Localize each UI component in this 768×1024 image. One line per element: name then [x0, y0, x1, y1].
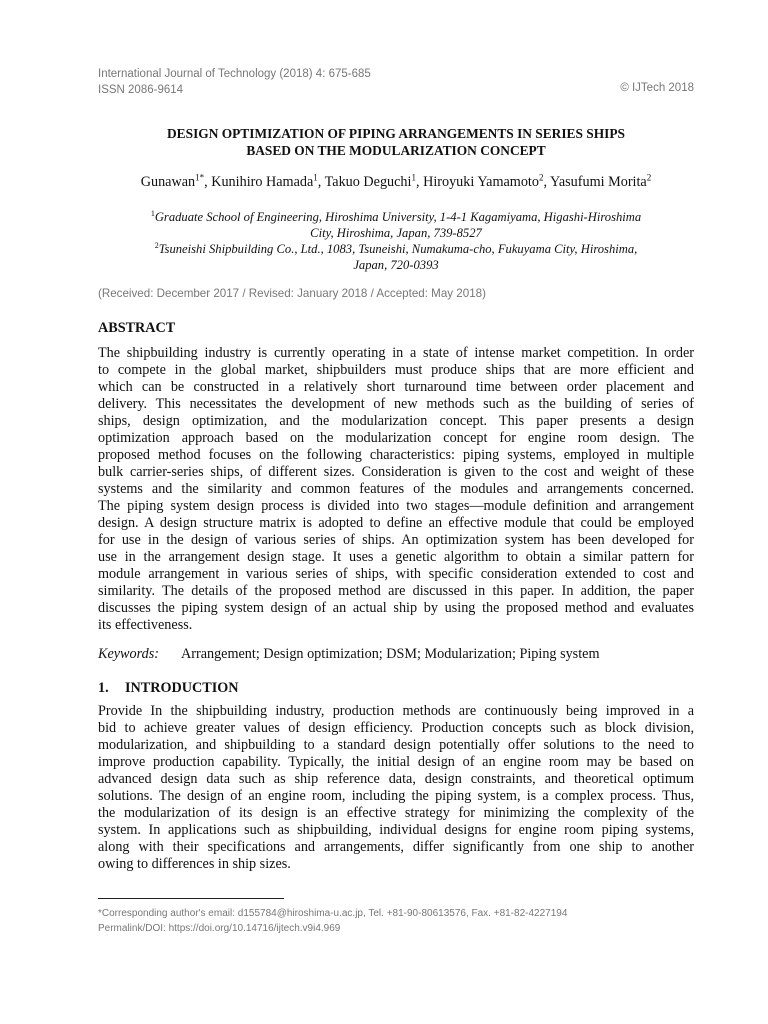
section-number: 1. — [98, 680, 109, 696]
text-line: which can be constructed in a relatively short turnaround time between order placement and — [98, 379, 694, 395]
text-line: system. In applications such as shipbuilding, individual designs for engine room piping systems, — [98, 822, 694, 838]
text-line: similarity. The details of the proposed method are discussed in this paper. In addition, the paper — [98, 583, 694, 599]
text-line: Provide In the shipbuilding industry, production methods are continuously being improved in a — [98, 703, 694, 719]
affiliation-mark: 2 — [154, 240, 159, 250]
affiliation-2-cont: Japan, 720-0393 — [353, 258, 439, 272]
abstract-heading: ABSTRACT — [98, 320, 176, 336]
text-line: delivery. This necessitates the development of new methods such as the building of series of — [98, 396, 694, 412]
footnote-divider — [98, 898, 284, 899]
issn: ISSN 2086-9614 — [98, 84, 184, 96]
author-name: Takuo Deguchi — [324, 174, 412, 190]
author-affiliation-mark: 1 — [411, 172, 416, 183]
introduction-heading — [98, 680, 239, 697]
affiliation-text: Graduate School of Engineering, Hiroshima University, 1-4-1 Kagamiyama, Higashi-Hiroshima — [154, 210, 642, 224]
author-name: Kunihiro Hamada — [211, 174, 314, 190]
text-line: design. A design structure matrix is adopted to define an effective module that could be employed — [98, 515, 694, 531]
keywords — [98, 646, 599, 663]
author-affiliation-mark: 1* — [195, 172, 205, 183]
title-line-2: BASED ON THE MODULARIZATION CONCEPT — [246, 143, 546, 158]
author-separator: , — [204, 174, 212, 190]
text-line: owing to differences in ship sizes. — [98, 856, 291, 872]
copyright: © IJTech 2018 — [620, 82, 694, 94]
keywords-text: Arrangement; Design optimization; DSM; Modularization; Piping system — [181, 646, 600, 662]
author-affiliation-mark: 2 — [646, 172, 652, 183]
section-title: INTRODUCTION — [125, 680, 239, 696]
text-line: advanced design data such as ship reference data, design constraints, and theoretical optimum — [98, 771, 694, 787]
text-line: the modularization of its design is an effective strategy for minimizing the complexity of the — [98, 805, 694, 821]
text-line: its effectiveness. — [98, 617, 193, 633]
text-line: proposed method focuses on the following characteristics: piping systems, employed in multiple — [98, 447, 694, 463]
text-line: optimization approach based on the modularization concept for engine room design. The — [98, 430, 694, 446]
text-line: The shipbuilding industry is currently operating in a state of intense market competition. In order — [98, 345, 694, 361]
journal-header — [98, 66, 371, 98]
title-line-1: DESIGN OPTIMIZATION OF PIPING ARRANGEMENTS IN SERIES SHIPS — [167, 126, 625, 141]
footnote — [98, 906, 567, 936]
author-affiliation-mark: 1 — [313, 172, 318, 183]
author-separator: , — [415, 174, 424, 190]
author-list — [98, 174, 694, 191]
author-name: Hiroyuki Yamamoto — [423, 174, 539, 190]
received-dates: (Received: December 2017 / Revised: January 2018 / Accepted: May 2018) — [98, 287, 486, 300]
affiliation-2 — [98, 241, 694, 257]
affiliation-mark: 1 — [150, 208, 155, 218]
text-line: discusses the piping system design of an actual ship by using the proposed method and evaluates — [98, 600, 694, 616]
text-line: use in the arrangement design stage. It uses a genetic algorithm to obtain a similar pattern for — [98, 549, 694, 565]
author-name: Gunawan — [140, 174, 196, 190]
text-line: along with their specifications and arrangements, differ significantly from one ship to another — [98, 839, 694, 855]
affiliation-text: Tsuneishi Shipbuilding Co., Ltd., 1083, Tsuneishi, Numakuma-cho, Fukuyama City, Hiroshima, — [158, 242, 638, 256]
doi-permalink: Permalink/DOI: https://doi.org/10.14716/ijtech.v9i4.969 — [98, 923, 341, 934]
text-line: improve production capability. Typically, the initial design of an engine room may be based on — [98, 754, 694, 770]
introduction-body — [98, 703, 694, 873]
text-line: to compete in the global market, shipbuilders must produce ships that are more efficient and — [98, 362, 694, 378]
text-line: modularization, and shipbuilding to a standard design potentially offer solutions to the need to — [98, 737, 694, 753]
text-line: bulk carrier-series ships, of different sizes. Consideration is given to the cost and weight of these — [98, 464, 694, 480]
author-separator: , — [317, 174, 325, 190]
corresponding-author-note: *Corresponding author's email: d155784@hiroshima-u.ac.jp, Tel. +81-90-80613576, Fax. +81-82-4227194 — [98, 908, 568, 919]
affiliation-1-cont: City, Hiroshima, Japan, 739-8527 — [310, 226, 482, 240]
text-line: The piping system design process is divided into two stages—module definition and arrangement — [98, 498, 694, 514]
paper-title — [98, 125, 694, 159]
author-name: Yasufumi Morita — [550, 174, 647, 190]
text-line: for use in the design of various series of ships. An optimization system has been developed for — [98, 532, 694, 548]
text-line: module arrangement in various series of ships, with specific consideration extended to cost and — [98, 566, 694, 582]
keywords-label: Keywords: — [98, 646, 159, 662]
journal-citation: International Journal of Technology (2018) 4: 675-685 — [98, 68, 371, 80]
author-affiliation-mark: 2 — [538, 172, 544, 183]
affiliation-1 — [98, 209, 694, 225]
affiliations — [98, 209, 694, 273]
text-line: solutions. The design of an engine room, including the piping system, is a complex process. Thus, — [98, 788, 694, 804]
text-line: ships, design optimization, and the modularization concept. This paper presents a design — [98, 413, 694, 429]
author-separator: , — [543, 174, 551, 190]
text-line: systems and the similarity and common features of the modules and arrangements concerned. — [98, 481, 694, 497]
text-line: bid to achieve greater values of design efficiency. Production concepts such as block division, — [98, 720, 694, 736]
abstract-body — [98, 345, 694, 634]
